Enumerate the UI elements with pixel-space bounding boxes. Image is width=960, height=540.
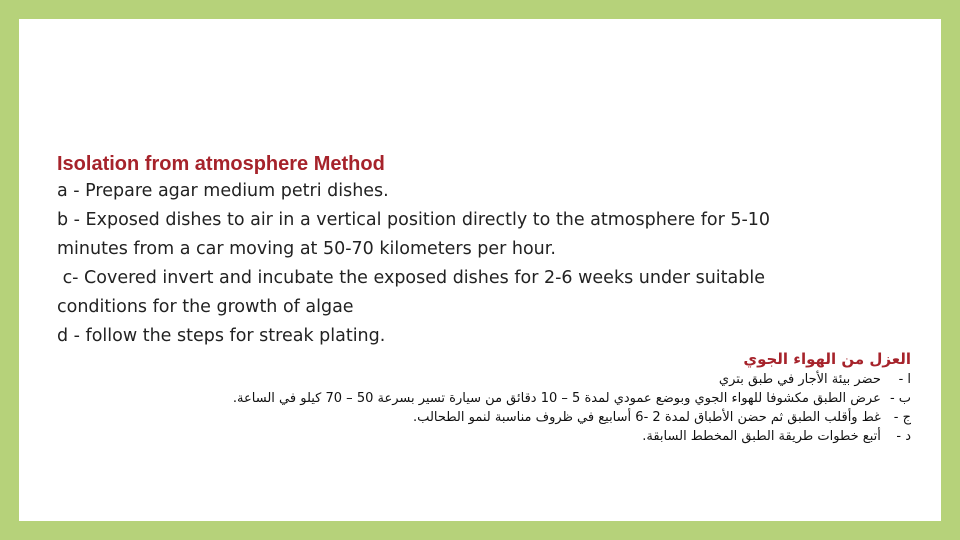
arabic-step-a [151, 370, 911, 389]
arabic-step-marker: د - [896, 429, 911, 444]
english-step-c-line2: conditions for the growth of algae [57, 297, 354, 317]
english-title: Isolation from atmosphere Method [57, 153, 385, 175]
arabic-step-c [151, 408, 911, 427]
english-step-c-line1: c- Covered invert and incubate the exposed dishes for 2-6 weeks under suitable [57, 268, 765, 288]
arabic-step-d [151, 427, 911, 446]
english-step-d: d - follow the steps for streak plating. [57, 326, 386, 346]
arabic-title: العزل من الهواء الجوي [743, 350, 911, 368]
english-step-a: a - Prepare agar medium petri dishes. [57, 181, 389, 201]
arabic-content [151, 348, 911, 446]
arabic-step-marker: ا - [898, 372, 911, 387]
english-step-b-line2: minutes from a car moving at 50-70 kilometers per hour. [57, 239, 556, 259]
arabic-step-marker: ب - [889, 391, 911, 406]
arabic-step-text: عرض الطبق مكشوفا للهواء الجوي وبوضع عمودي لمدة 5 – 10 دقائق من سيارة تسير بسرعة 50 – 70 كيلو في الساعة. [232, 391, 881, 406]
arabic-step-text: حضر بيئة الأجار في طبق بتري [718, 372, 881, 387]
arabic-step-b [151, 389, 911, 408]
arabic-step-text: غط وأقلب الطبق ثم حضن الأطباق لمدة 2 -6 أسابيع في ظروف مناسبة لنمو الطحالب. [413, 410, 881, 425]
english-step-b-line1: b - Exposed dishes to air in a vertical position directly to the atmosphere for 5-10 [57, 210, 771, 230]
arabic-step-marker: ج - [893, 410, 911, 425]
arabic-step-text: أتبع خطوات طريقة الطبق المخطط السابقة. [642, 429, 881, 444]
english-content [57, 151, 877, 351]
